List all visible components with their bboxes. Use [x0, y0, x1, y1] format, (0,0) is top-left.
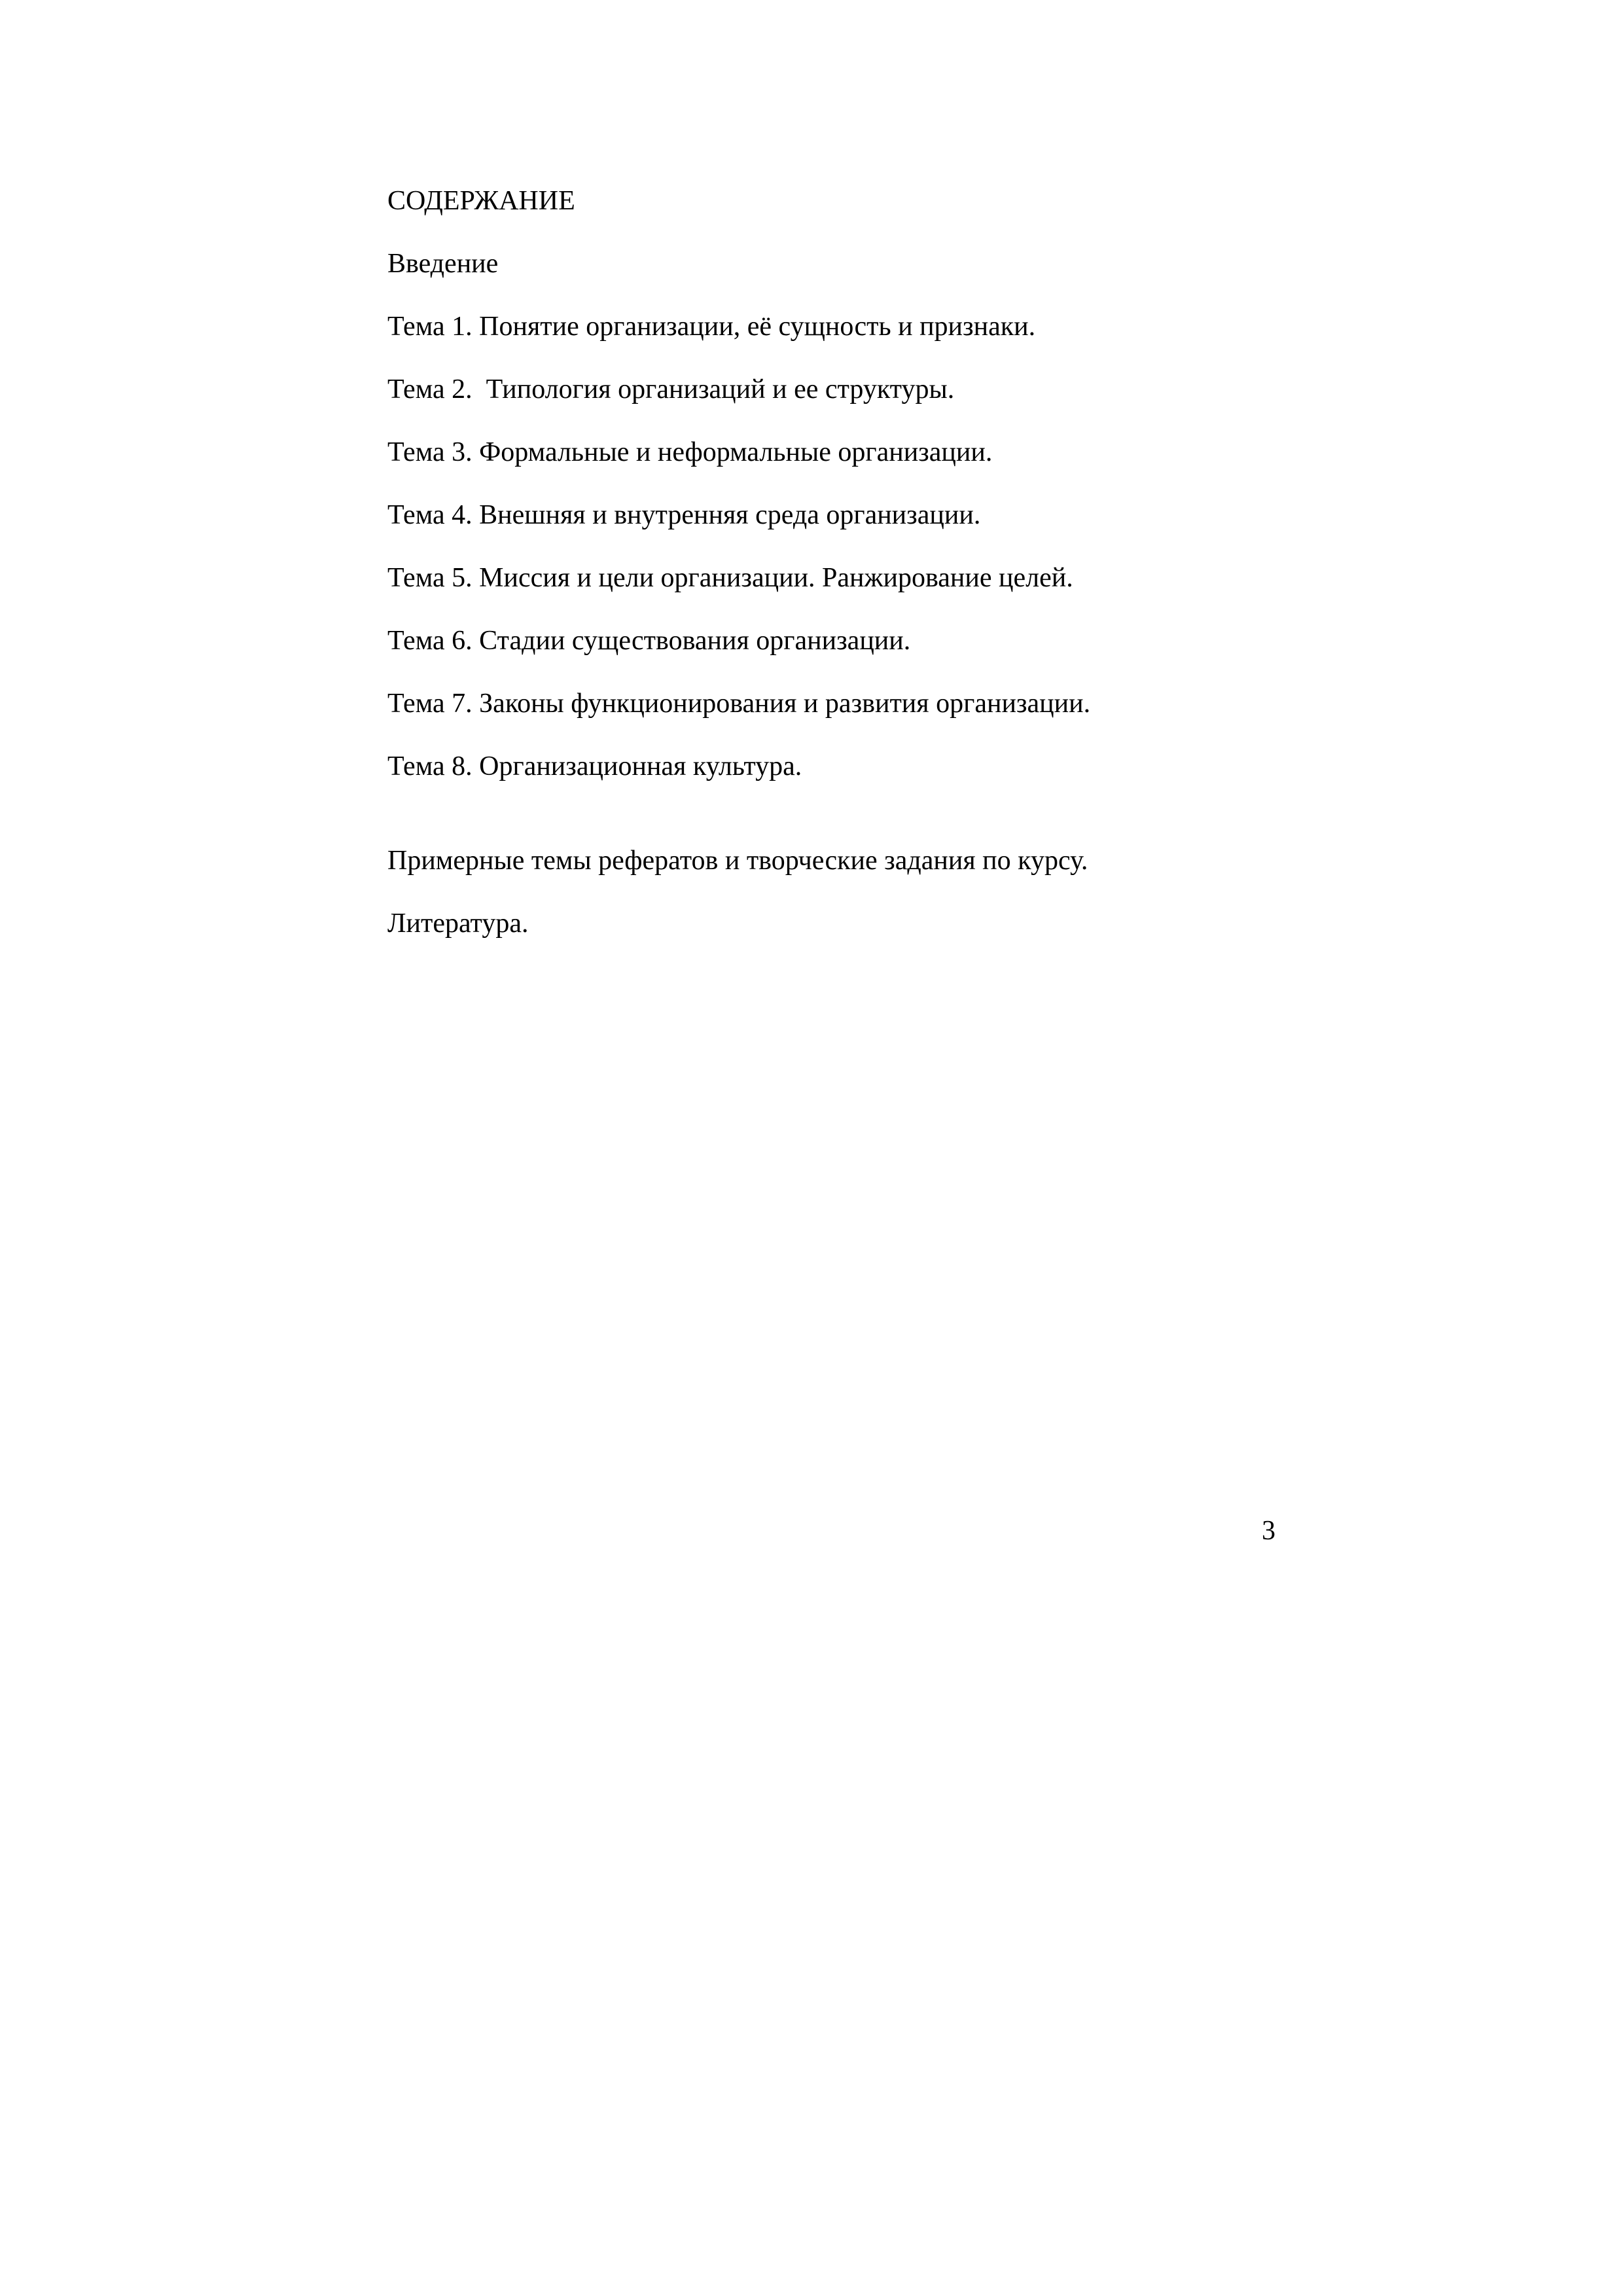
page-title: СОДЕРЖАНИЕ	[387, 186, 575, 216]
toc-item-topic-8: Тема 8. Организационная культура.	[387, 751, 802, 781]
toc-item-topic-3: Тема 3. Формальные и неформальные организации.	[387, 437, 993, 467]
toc-item-topic-7: Тема 7. Законы функционирования и развития организации.	[387, 689, 1091, 719]
toc-item-introduction: Введение	[387, 249, 499, 279]
toc-item-literature: Литература.	[387, 908, 529, 939]
toc-item-topic-2: Тема 2. Типология организаций и ее структуры.	[387, 374, 955, 404]
page-number: 3	[1262, 1516, 1275, 1546]
toc-item-topic-5: Тема 5. Миссия и цели организации. Ранжирование целей.	[387, 563, 1073, 593]
toc-item-topic-1: Тема 1. Понятие организации, её сущность и признаки.	[387, 312, 1036, 342]
toc-item-topic-4: Тема 4. Внешняя и внутренняя среда организации.	[387, 500, 981, 530]
toc-item-topic-6: Тема 6. Стадии существования организации.	[387, 626, 911, 656]
toc-item-essay-topics: Примерные темы рефератов и творческие задания по курсу.	[387, 846, 1088, 876]
